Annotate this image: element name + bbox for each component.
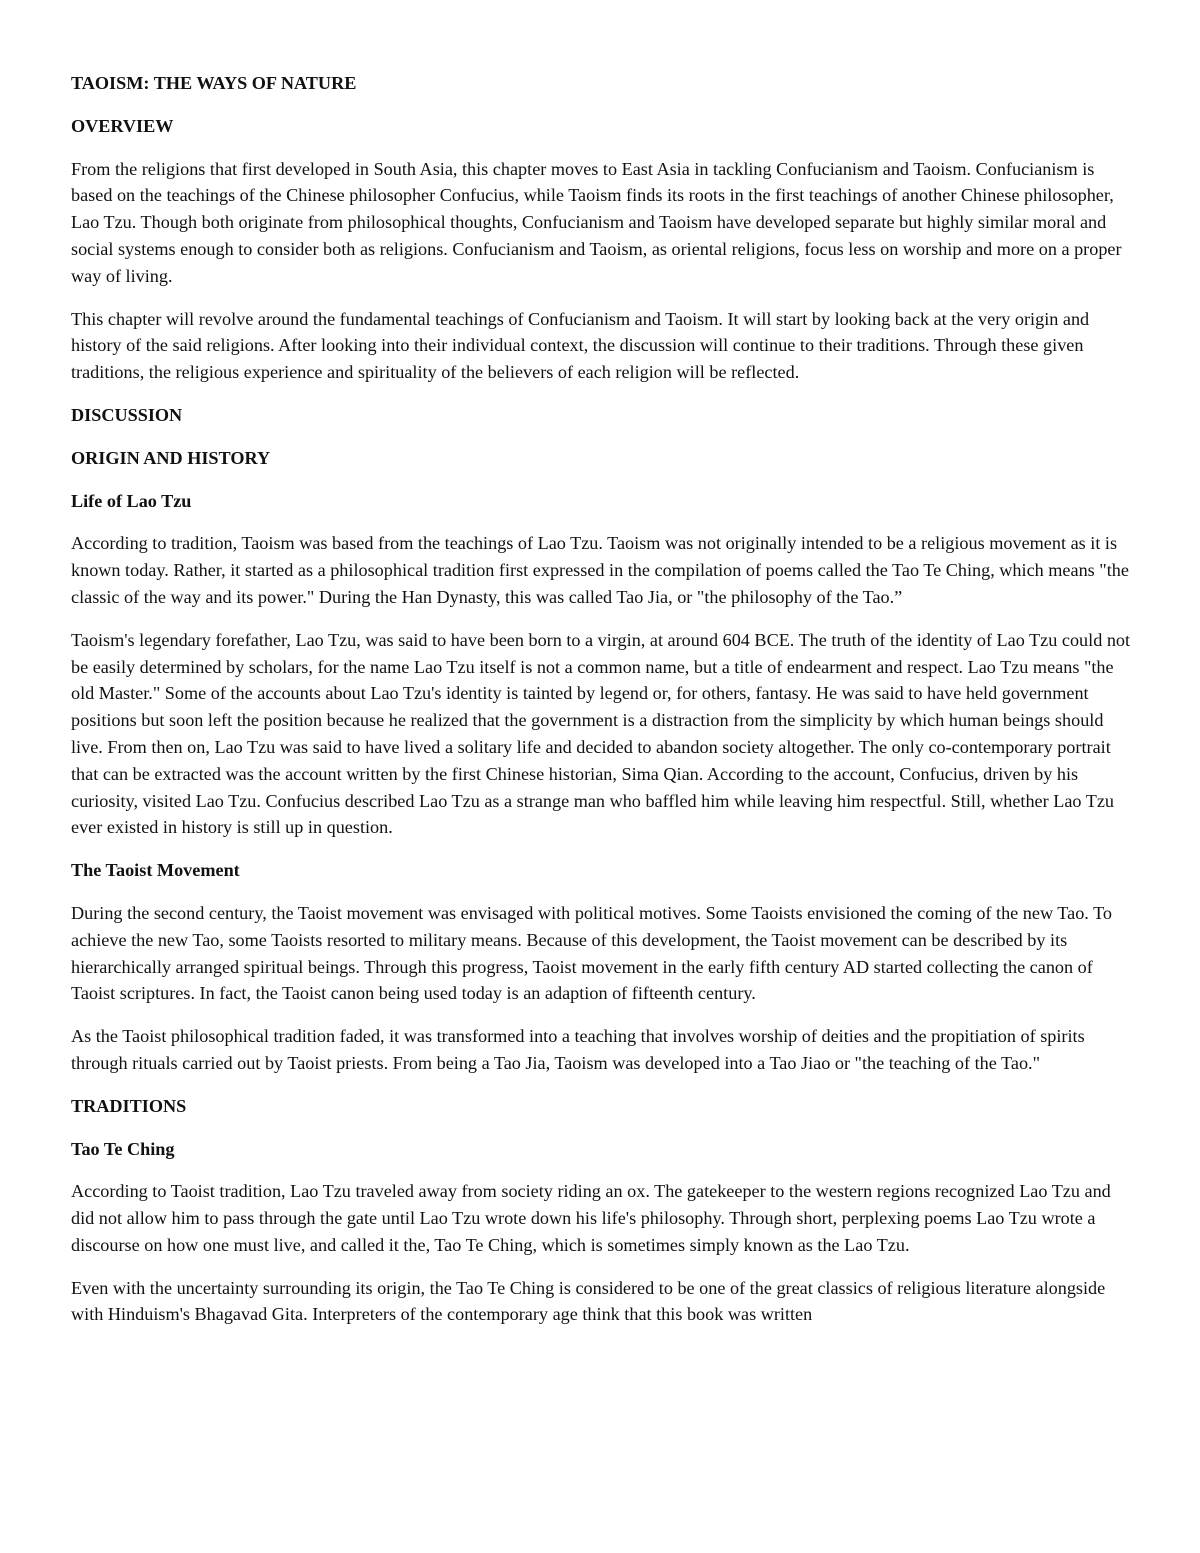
origin-history-heading: ORIGIN AND HISTORY: [71, 447, 271, 468]
overview-paragraph-1: From the religions that first developed in South Asia, this chapter moves to East Asia in tackling Confucianism and Taoism. Confucianism is based on the teachings of the Chinese philosopher Confucius, while Taoism finds its roots in the first teachings of another Chinese philosopher, Lao Tzu. Though both originate from philosophical thoughts, Confucianism and Taoism have developed separate but highly similar moral and social systems enough to consider both as religions. Confucianism and Taoism, as oriental religions, focus less on worship and more on a proper way of living.: [71, 158, 1122, 286]
document-title: TAOISM: THE WAYS OF NATURE: [71, 73, 357, 93]
taoist-movement-heading: The Taoist Movement: [71, 860, 240, 881]
tao-te-ching-paragraph-2: Even with the uncertainty surrounding its origin, the Tao Te Ching is considered to be one of the great classics of religious literature alongside with Hinduism's Bhagavad Gita. Interpreters of the contemporary age think that this book was written: [71, 1277, 1106, 1325]
overview-paragraph-2: This chapter will revolve around the fundamental teachings of Confucianism and Taoism. It will start by looking back at the very origin and history of the said religions. After looking into their individual context, the discussion will continue to their traditions. Through these given traditions, the religious experience and spirituality of the believers of each religion will be reflected.: [71, 308, 1090, 383]
tao-te-ching-paragraph-1: According to Taoist tradition, Lao Tzu traveled away from society riding an ox. The gatekeeper to the western regions recognized Lao Tzu and did not allow him to pass through the gate until Lao Tzu wrote down his life's philosophy. Through short, perplexing poems Lao Tzu wrote a discourse on how one must live, and called it the, Tao Te Ching, which is sometimes simply known as the Lao Tzu.: [71, 1181, 1111, 1255]
movement-paragraph-2: As the Taoist philosophical tradition faded, it was transformed into a teaching that involves worship of deities and the propitiation of spirits through rituals carried out by Taoist priests. From being a Tao Jia, Taoism was developed into a Tao Jiao or "the teaching of the Tao.": [71, 1026, 1085, 1073]
life-paragraph-1: According to tradition, Taoism was based from the teachings of Lao Tzu. Taoism was not originally intended to be a religious movement as it is known today. Rather, it started as a philosophical tradition first expressed in the compilation of poems called the Tao Te Ching, which means "the classic of the way and its power." During the Han Dynasty, this was called Tao Jia, or "the philosophy of the Tao.”: [71, 533, 1129, 607]
discussion-heading: DISCUSSION: [71, 404, 183, 425]
tao-te-ching-heading: Tao Te Ching: [71, 1138, 175, 1159]
traditions-heading: TRADITIONS: [71, 1095, 187, 1116]
overview-heading: OVERVIEW: [71, 115, 174, 136]
life-paragraph-2: Taoism's legendary forefather, Lao Tzu, was said to have been born to a virgin, at around 604 BCE. The truth of the identity of Lao Tzu could not be easily determined by scholars, for the name Lao Tzu itself is not a common name, but a title of endearment and respect. Lao Tzu means "the old Master." Some of the accounts about Lao Tzu's identity is tainted by legend or, for others, fantasy. He was said to have held government positions but soon left the position because he realized that the government is a distraction from the simplicity by which human beings should live. From then on, Lao Tzu was said to have lived a solitary life and decided to abandon society altogether. The only co-contemporary portrait that can be extracted was the account written by the first Chinese historian, Sima Qian. According to the account, Confucius, driven by his curiosity, visited Lao Tzu. Confucius described Lao Tzu as a strange man who baffled him while leaving him respectful. Still, whether Lao Tzu ever existed in history is still up in question.: [71, 629, 1131, 838]
life-of-lao-tzu-heading: Life of Lao Tzu: [71, 490, 192, 511]
movement-paragraph-1: During the second century, the Taoist movement was envisaged with political motives. Some Taoists envisioned the coming of the new Tao. To achieve the new Tao, some Taoists resorted to military means. Because of this development, the Taoist movement can be described by its hierarchically arranged spiritual beings. Through this progress, Taoist movement in the early fifth century AD started collecting the canon of Taoist scriptures. In fact, the Taoist canon being used today is an adaption of fifteenth century.: [71, 902, 1112, 1004]
document-body: [71, 70, 1131, 1344]
